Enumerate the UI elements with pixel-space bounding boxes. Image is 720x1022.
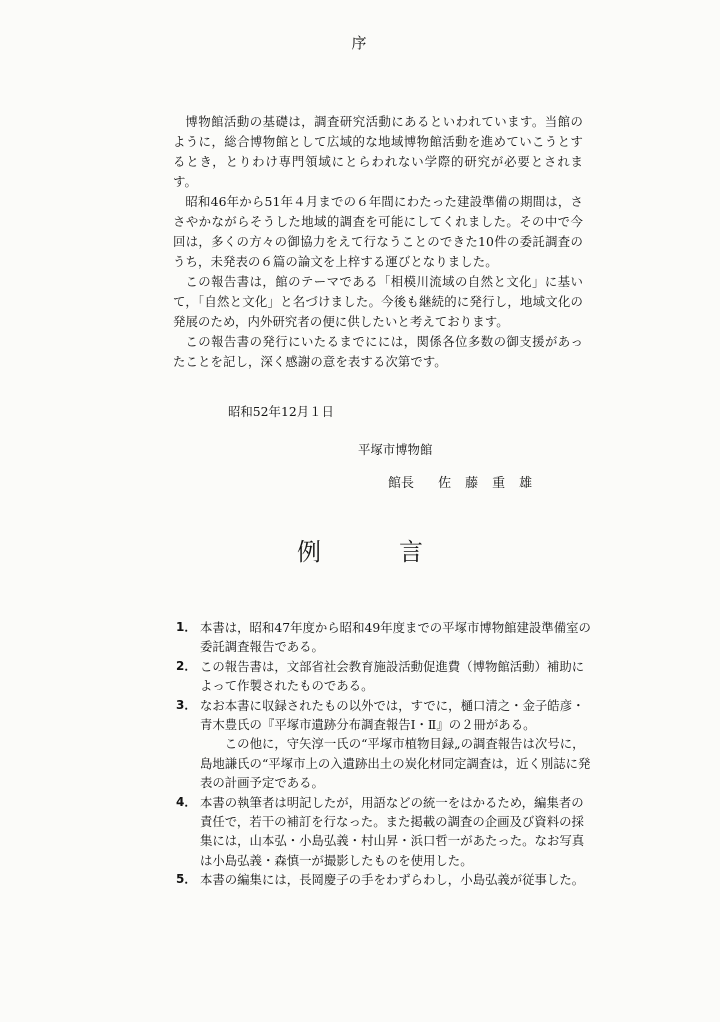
- item-number: 5．: [176, 872, 197, 887]
- notes-list: [176, 618, 592, 890]
- preface-title: 序: [351, 34, 369, 52]
- item-text: この報告書は，文部省社会教育施設活動促進費（博物館活動）補助によって作製されたものである。: [200, 658, 585, 694]
- list-item: [176, 657, 592, 696]
- director-name: 佐藤重雄: [438, 476, 547, 491]
- list-item: [176, 870, 592, 889]
- item-number: 2．: [176, 658, 197, 673]
- notes-title-right: 言: [399, 538, 423, 566]
- item-number: 3．: [176, 697, 197, 712]
- museum-name: 平塚市博物館: [358, 442, 433, 457]
- list-item: [176, 793, 592, 871]
- item-subtext: この他に，守矢淳一氏の“平塚市植物目録„の調査報告は次号に，島地謙氏の“平塚市上の入遺跡出土の炭化材同定調査は，近く別誌に発表の計画予定である。: [200, 736, 591, 791]
- preface-paragraph: 博物館活動の基礎は，調査研究活動にあるといわれています。当館のように，総合博物館として広域的な地域博物館活動を進めていこうとするとき，とりわけ専門領域にとらわれない学際的研究が必要とされます。: [173, 114, 583, 189]
- item-number: 4．: [176, 794, 197, 809]
- notes-title-left: 例: [297, 538, 321, 566]
- item-text: 本書の執筆者は明記したが，用語などの統一をはかるため，編集者の責任で，若干の補訂を行なった。また掲載の調査の企画及び資料の採集には，山本弘・小島弘義・村山昇・浜口哲一があたった。なお写真は小島弘義・森慎一が撮影したものを使用した。: [200, 794, 585, 868]
- director-role: 館長: [388, 476, 415, 491]
- item-text: 本書は，昭和47年度から昭和49年度までの平塚市博物館建設準備室の委託調査報告である。: [200, 620, 591, 655]
- notes-title: [0, 532, 720, 567]
- item-text: なお本書に収録されたもの以外では，すでに，樋口清之・金子皓彦・青木豊氏の『平塚市遺跡分布調査報告Ⅰ・Ⅱ』の２冊がある。: [200, 697, 585, 733]
- preface-paragraph: 昭和46年から51年４月までの６年間にわたった建設準備の期間は，ささやかながらそうした地域的調査を可能にしてくれました。その中で今回は，多くの方々の御協力をえて行なうことのできた10件の委託調査のうち，未発表の６篇の論文を上梓する運びとなりました。: [173, 194, 583, 269]
- preface-date: 昭和52年12月１日: [228, 404, 334, 419]
- item-text: 本書の編集には，長岡慶子の手をわずらわし，小島弘義が従事した。: [200, 872, 585, 888]
- list-item: [176, 696, 592, 793]
- preface-paragraph: この報告書は，館のテーマである「相模川流域の自然と文化」に基いて，「自然と文化」と名づけました。今後も継続的に発行し，地域文化の発展のため，内外研究者の便に供したいと考えております。: [173, 274, 583, 329]
- director-signature: [388, 472, 546, 491]
- preface-body: [173, 112, 583, 372]
- preface-paragraph: この報告書の発行にいたるまでにには，関係各位多数の御支援があったことを記し，深く感謝の意を表する次第です。: [173, 334, 583, 369]
- list-item: [176, 618, 592, 657]
- item-number: 1．: [176, 620, 197, 634]
